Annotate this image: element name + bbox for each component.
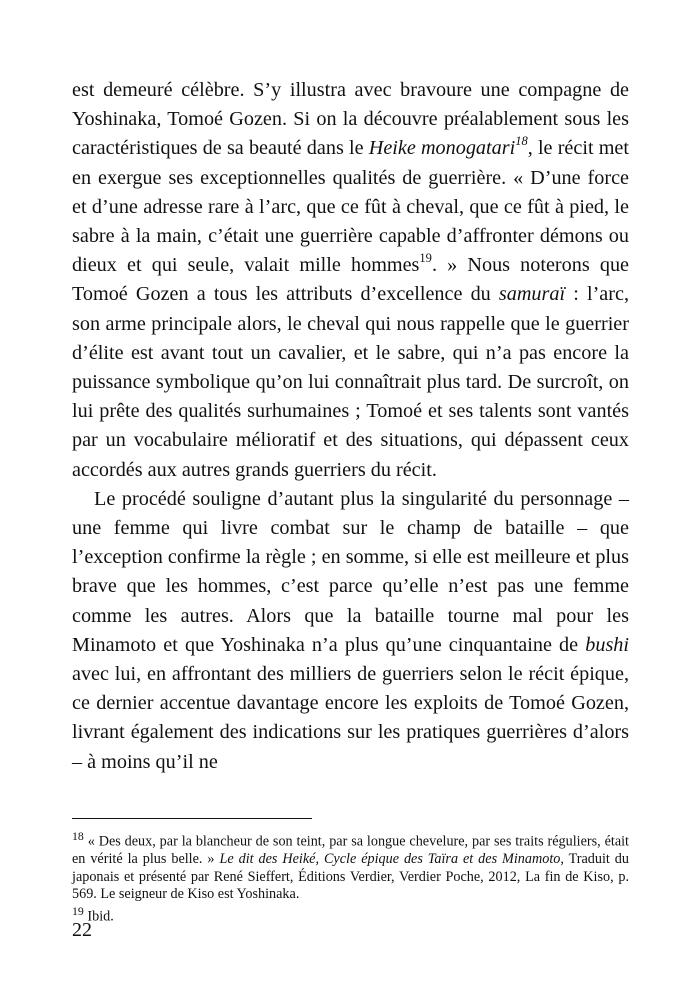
footnote-text: « Des deux, par la blancheur de son teint, par sa longue chevelure, par ses traits réguliers, était en vérité la plus belle. » (72, 833, 629, 868)
text-run: , le récit met en exergue ses exceptionnelles qualités de guerrière. « D’une force et d’une adresse rare à l’arc, que ce fût à cheval, que ce fût à pied, le sabre à la main, c’était une guerrière capable d’affronter démons ou dieux et qui seule, valait mille hommes (72, 137, 629, 277)
footnote-separator (72, 818, 312, 819)
footnote-number: 18 (72, 829, 84, 843)
text-run: Le procédé souligne d’autant plus la singularité du personnage – une femme qui livre combat sur le champ de bataille – que l’exception confirme la règle ; en somme, si elle est meilleure et plus brave que les hommes, c’est parce qu’elle n’est pas une femme comme les autres. Alors que la bataille tourne mal pour les Minamoto et que Yoshinaka n’a plus qu’une cinquantaine de (72, 487, 629, 656)
text-run: . » Nous noterons que Tomoé Gozen a tous les attributs d’excellence du (72, 254, 629, 306)
footnote-18 (72, 828, 629, 903)
footnote-19 (72, 903, 629, 926)
italic-term: bushi (585, 633, 629, 656)
italic-term: samuraï (498, 283, 566, 306)
italic-title: Heike monogatari (368, 137, 516, 160)
footnote-text: , Traduit du japonais et présenté par René Sieffert, Éditions Verdier, Verdier Poche, 2012, La fin de Kiso, p. 569. Le seigneur de Kiso est Yoshinaka. (72, 851, 629, 902)
footnote-title: Le dit des Heiké, Cycle épique des Taïra et des Minamoto (219, 851, 561, 868)
footnote-text: Ibid. (83, 909, 114, 926)
text-run: : l’arc, son arme principale alors, le cheval qui nous rappelle que le guerrier d’élite est avant tout un cavalier, et le sabre, qui n’a pas encore la puissance symbolique qu’on lui connaîtrait plus tard. De surcroît, on lui prête des qualités surhumaines ; Tomoé et ses talents sont vantés par un vocabulaire mélioratif et des situations, qui dépassent ceux accordés aux autres grands guerriers du récit. (72, 283, 629, 481)
paragraph-2 (72, 485, 629, 777)
footnote-number: 19 (72, 904, 84, 919)
body-text (72, 76, 629, 777)
text-run: avec lui, en affrontant des milliers de guerriers selon le récit épique, ce dernier accentue davantage encore les exploits de Tomoé Gozen, livrant également des indications sur les pratiques guerrières d’alors – à moins qu’il ne (72, 663, 629, 773)
page-number: 22 (72, 919, 92, 941)
footnotes (72, 828, 629, 927)
footnote-ref-18[interactable]: 18 (515, 133, 528, 148)
paragraph-1 (72, 76, 629, 485)
text-run: est demeuré célèbre. S’y illustra avec bravoure une compagne de Yoshinaka, Tomoé Gozen. Si on la découvre préalablement sous les caractéristiques de sa beauté dans le (72, 79, 629, 160)
footnote-ref-19[interactable]: 19 (419, 250, 432, 265)
